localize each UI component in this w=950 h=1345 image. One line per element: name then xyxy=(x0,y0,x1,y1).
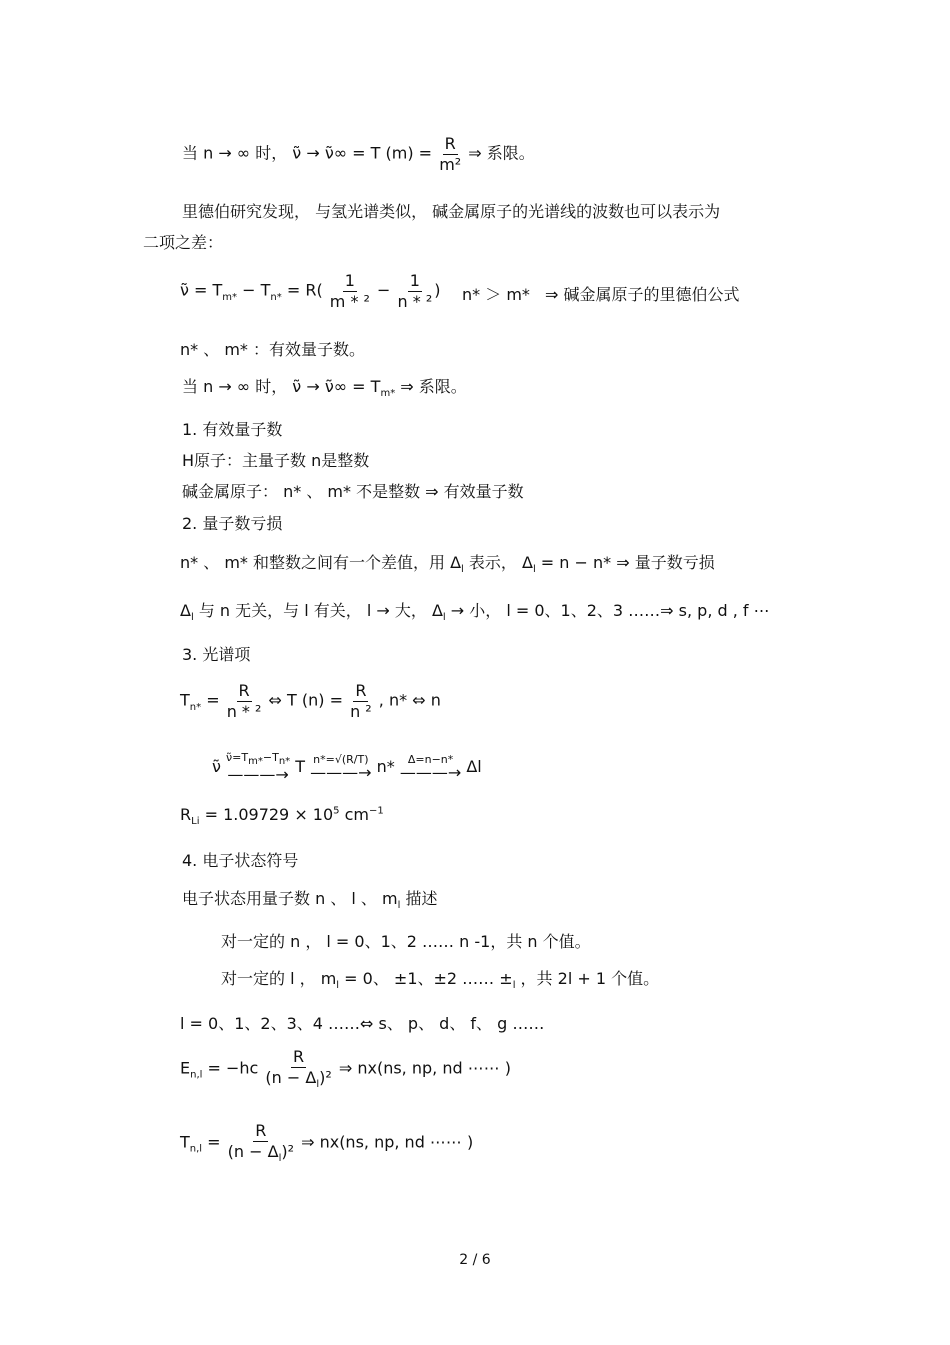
definition-effective-quantum-number: n* 、 m* ：有效量子数。 xyxy=(180,340,365,359)
labeled-arrow: $\nũ=T_{m*}-T_{n*}$ ———→ xyxy=(226,751,291,785)
formula-spectral-term: $T_{n*}$ = $\frac{R}{\text{n * ²}}$ ⇔ T (n) = $\frac{R}{\text{n ²}}$ , n* ⇔ n xyxy=(180,681,441,721)
formula-condition: n* ＞ m* xyxy=(462,285,530,304)
page-number: 2 / 6 xyxy=(459,1252,491,1268)
formula-rydberg-li: $R_{Li} = 1.09729 \times 10^5$ $cm^{-1}$ xyxy=(180,805,384,828)
paragraph-rydberg-intro: 里德伯研究发现， 与氢光谱类似， 碱金属原子的光谱线的波数也可以表示为 xyxy=(182,202,721,221)
formula-conclusion: ⇒ 碱金属原子的里德伯公式 xyxy=(545,285,740,304)
text-quantum-defect: n* 、 m* 和整数之间有一个差值，用 $\Delta_l$ 表示， $\Delta_l = n - n*$ ⇒ 量子数亏损 xyxy=(180,553,715,576)
text-alkali-quantum: 碱金属原子： n* 、 m* 不是整数 ⇒ 有效量子数 xyxy=(182,482,524,501)
formula-energy: $E_{n,l} = -hc$ $\frac{R}{(n - \Delta_l)^2}$ ⇒ nx(ns, np, nd ⋯⋯ ) xyxy=(180,1047,512,1090)
formula-series-limit-alkali: 当 n → ∞ 时， ν̃ → ν̃∞ = $T_{m*}$ ⇒ 系限。 xyxy=(182,377,467,400)
heading-2: 2. 量子数亏损 xyxy=(182,514,283,533)
text-hydrogen-quantum: H原子：主量子数 n是整数 xyxy=(182,451,370,470)
text-quantum-defect-dependence: $\Delta_l$ 与 n 无关，与 l 有关， l → 大， $\Delta_l$ → 小， l = 0、1、2、3 ……⇒ s, p, d , f ⋯ xyxy=(180,601,770,624)
fraction: $\frac{R}{\text{m²}}$ xyxy=(439,134,462,174)
heading-3: 3. 光谱项 xyxy=(182,645,251,664)
formula-series-limit-hydrogen: 当 n → ∞ 时， ν̃ → ν̃∞ = T (m) = $\frac{R}{\text{m²}}$ ⇒ 系限。 xyxy=(182,134,535,174)
formula-chain: ν̃ $\nũ=T_{m*}-T_{n*}$ ———→ T n*=√(R/T) ———→ n* Δ=n−n* ———→ Δl xyxy=(212,751,482,785)
text-l-values: 对一定的 n ， l = 0、1、2 …… n -1，共 n 个值。 xyxy=(221,932,591,951)
text-ml-values: 对一定的 l ， $m_l = 0$、 ±1、±2 …… $\pm_l$ ，共 2l + 1 个值。 xyxy=(221,969,660,992)
text-orbital-letters: l = 0、1、2、3、4 ……⇔ s、 p、 d、 f、 g …… xyxy=(180,1014,545,1033)
labeled-arrow: n*=√(R/T) ———→ xyxy=(310,753,372,783)
heading-1: 1. 有效量子数 xyxy=(182,420,283,439)
heading-4: 4. 电子状态符号 xyxy=(182,851,299,870)
formula-term: $T_{n,l}$ = $\frac{R}{(n - \Delta_l)^2}$ ⇒ nx(ns, np, nd ⋯⋯ ) xyxy=(180,1121,474,1164)
text-electron-state: 电子状态用量子数 n 、 l 、 $m_l$ 描述 xyxy=(182,889,438,912)
labeled-arrow: Δ=n−n* ———→ xyxy=(399,753,462,783)
paragraph-rydberg-intro-cont: 二项之差： xyxy=(143,233,224,252)
formula-alkali-rydberg: ν̃ = $T_{m*} - T_{n*} = R$( $\frac{1}{\text{m * ²}}$ − $\frac{1}{\text{n * ²}}$ ) xyxy=(180,271,441,311)
